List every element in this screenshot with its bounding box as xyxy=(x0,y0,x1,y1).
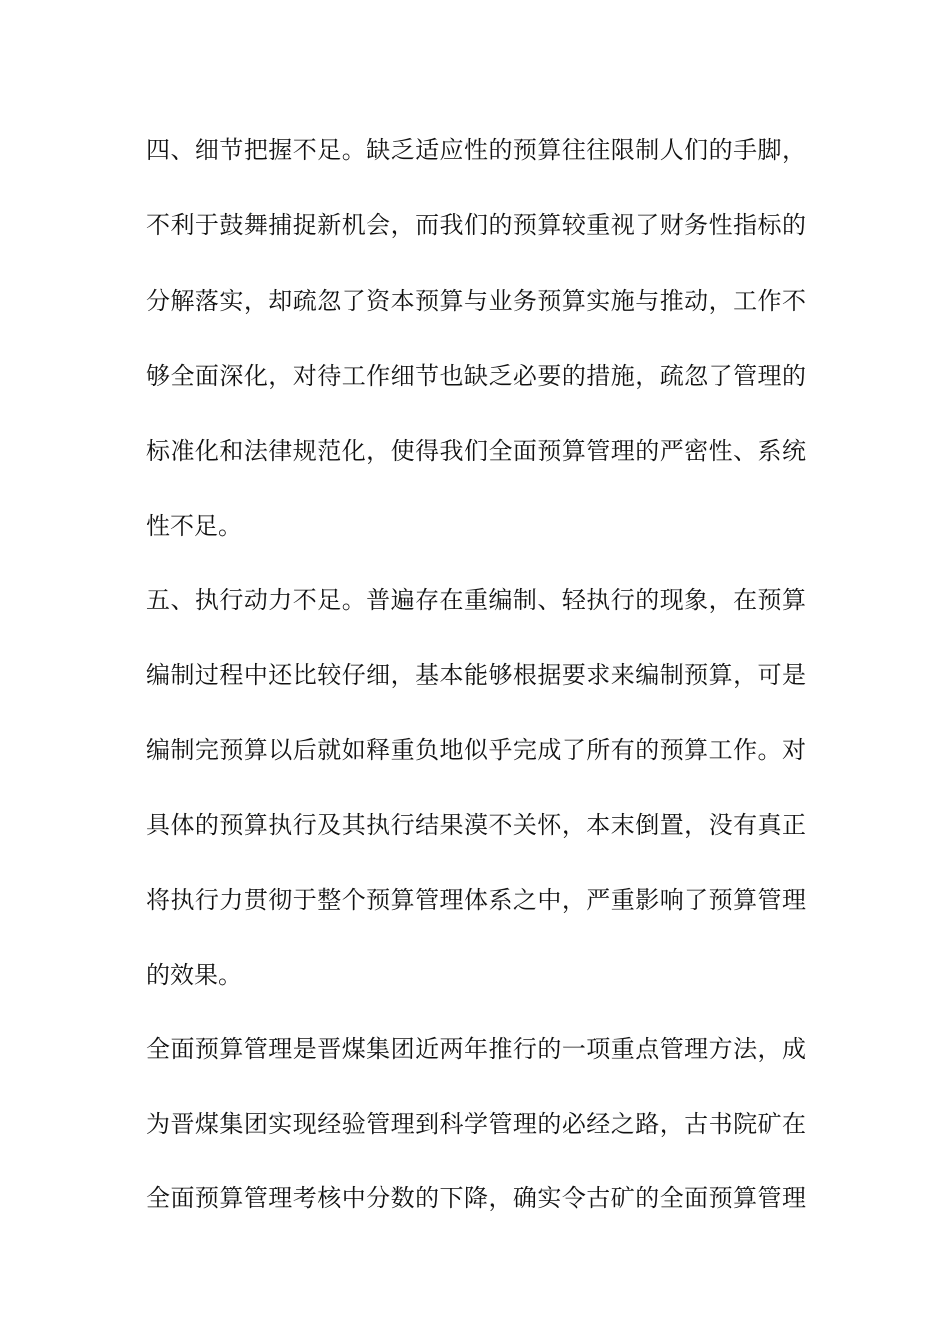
text-line: 不利于鼓舞捕捉新机会，而我们的预算较重视了财务性指标的 xyxy=(146,211,806,239)
text-line: 将执行力贯彻于整个预算管理体系之中，严重影响了预算管理 xyxy=(146,886,806,914)
text-line: 性不足。 xyxy=(146,512,242,540)
text-line: 全面预算管理考核中分数的下降，确实令古矿的全面预算管理 xyxy=(146,1184,806,1212)
text-line: 四、细节把握不足。缺乏适应性的预算往往限制人们的手脚， xyxy=(146,136,806,164)
text-line: 五、执行动力不足。普遍存在重编制、轻执行的现象，在预算 xyxy=(146,586,806,614)
text-line: 全面预算管理是晋煤集团近两年推行的一项重点管理方法，成 xyxy=(146,1035,806,1063)
text-line: 具体的预算执行及其执行结果漠不关怀，本末倒置，没有真正 xyxy=(146,811,806,839)
text-line: 为晋煤集团实现经验管理到科学管理的必经之路，古书院矿在 xyxy=(146,1110,806,1138)
text-line: 标准化和法律规范化，使得我们全面预算管理的严密性、系统 xyxy=(146,437,806,465)
text-line: 编制完预算以后就如释重负地似乎完成了所有的预算工作。对 xyxy=(146,736,806,764)
text-line: 分解落实，却疏忽了资本预算与业务预算实施与推动，工作不 xyxy=(146,287,806,315)
text-line: 的效果。 xyxy=(146,961,242,989)
text-line: 够全面深化，对待工作细节也缺乏必要的措施，疏忽了管理的 xyxy=(146,362,806,390)
text-line: 编制过程中还比较仔细，基本能够根据要求来编制预算，可是 xyxy=(146,661,806,689)
